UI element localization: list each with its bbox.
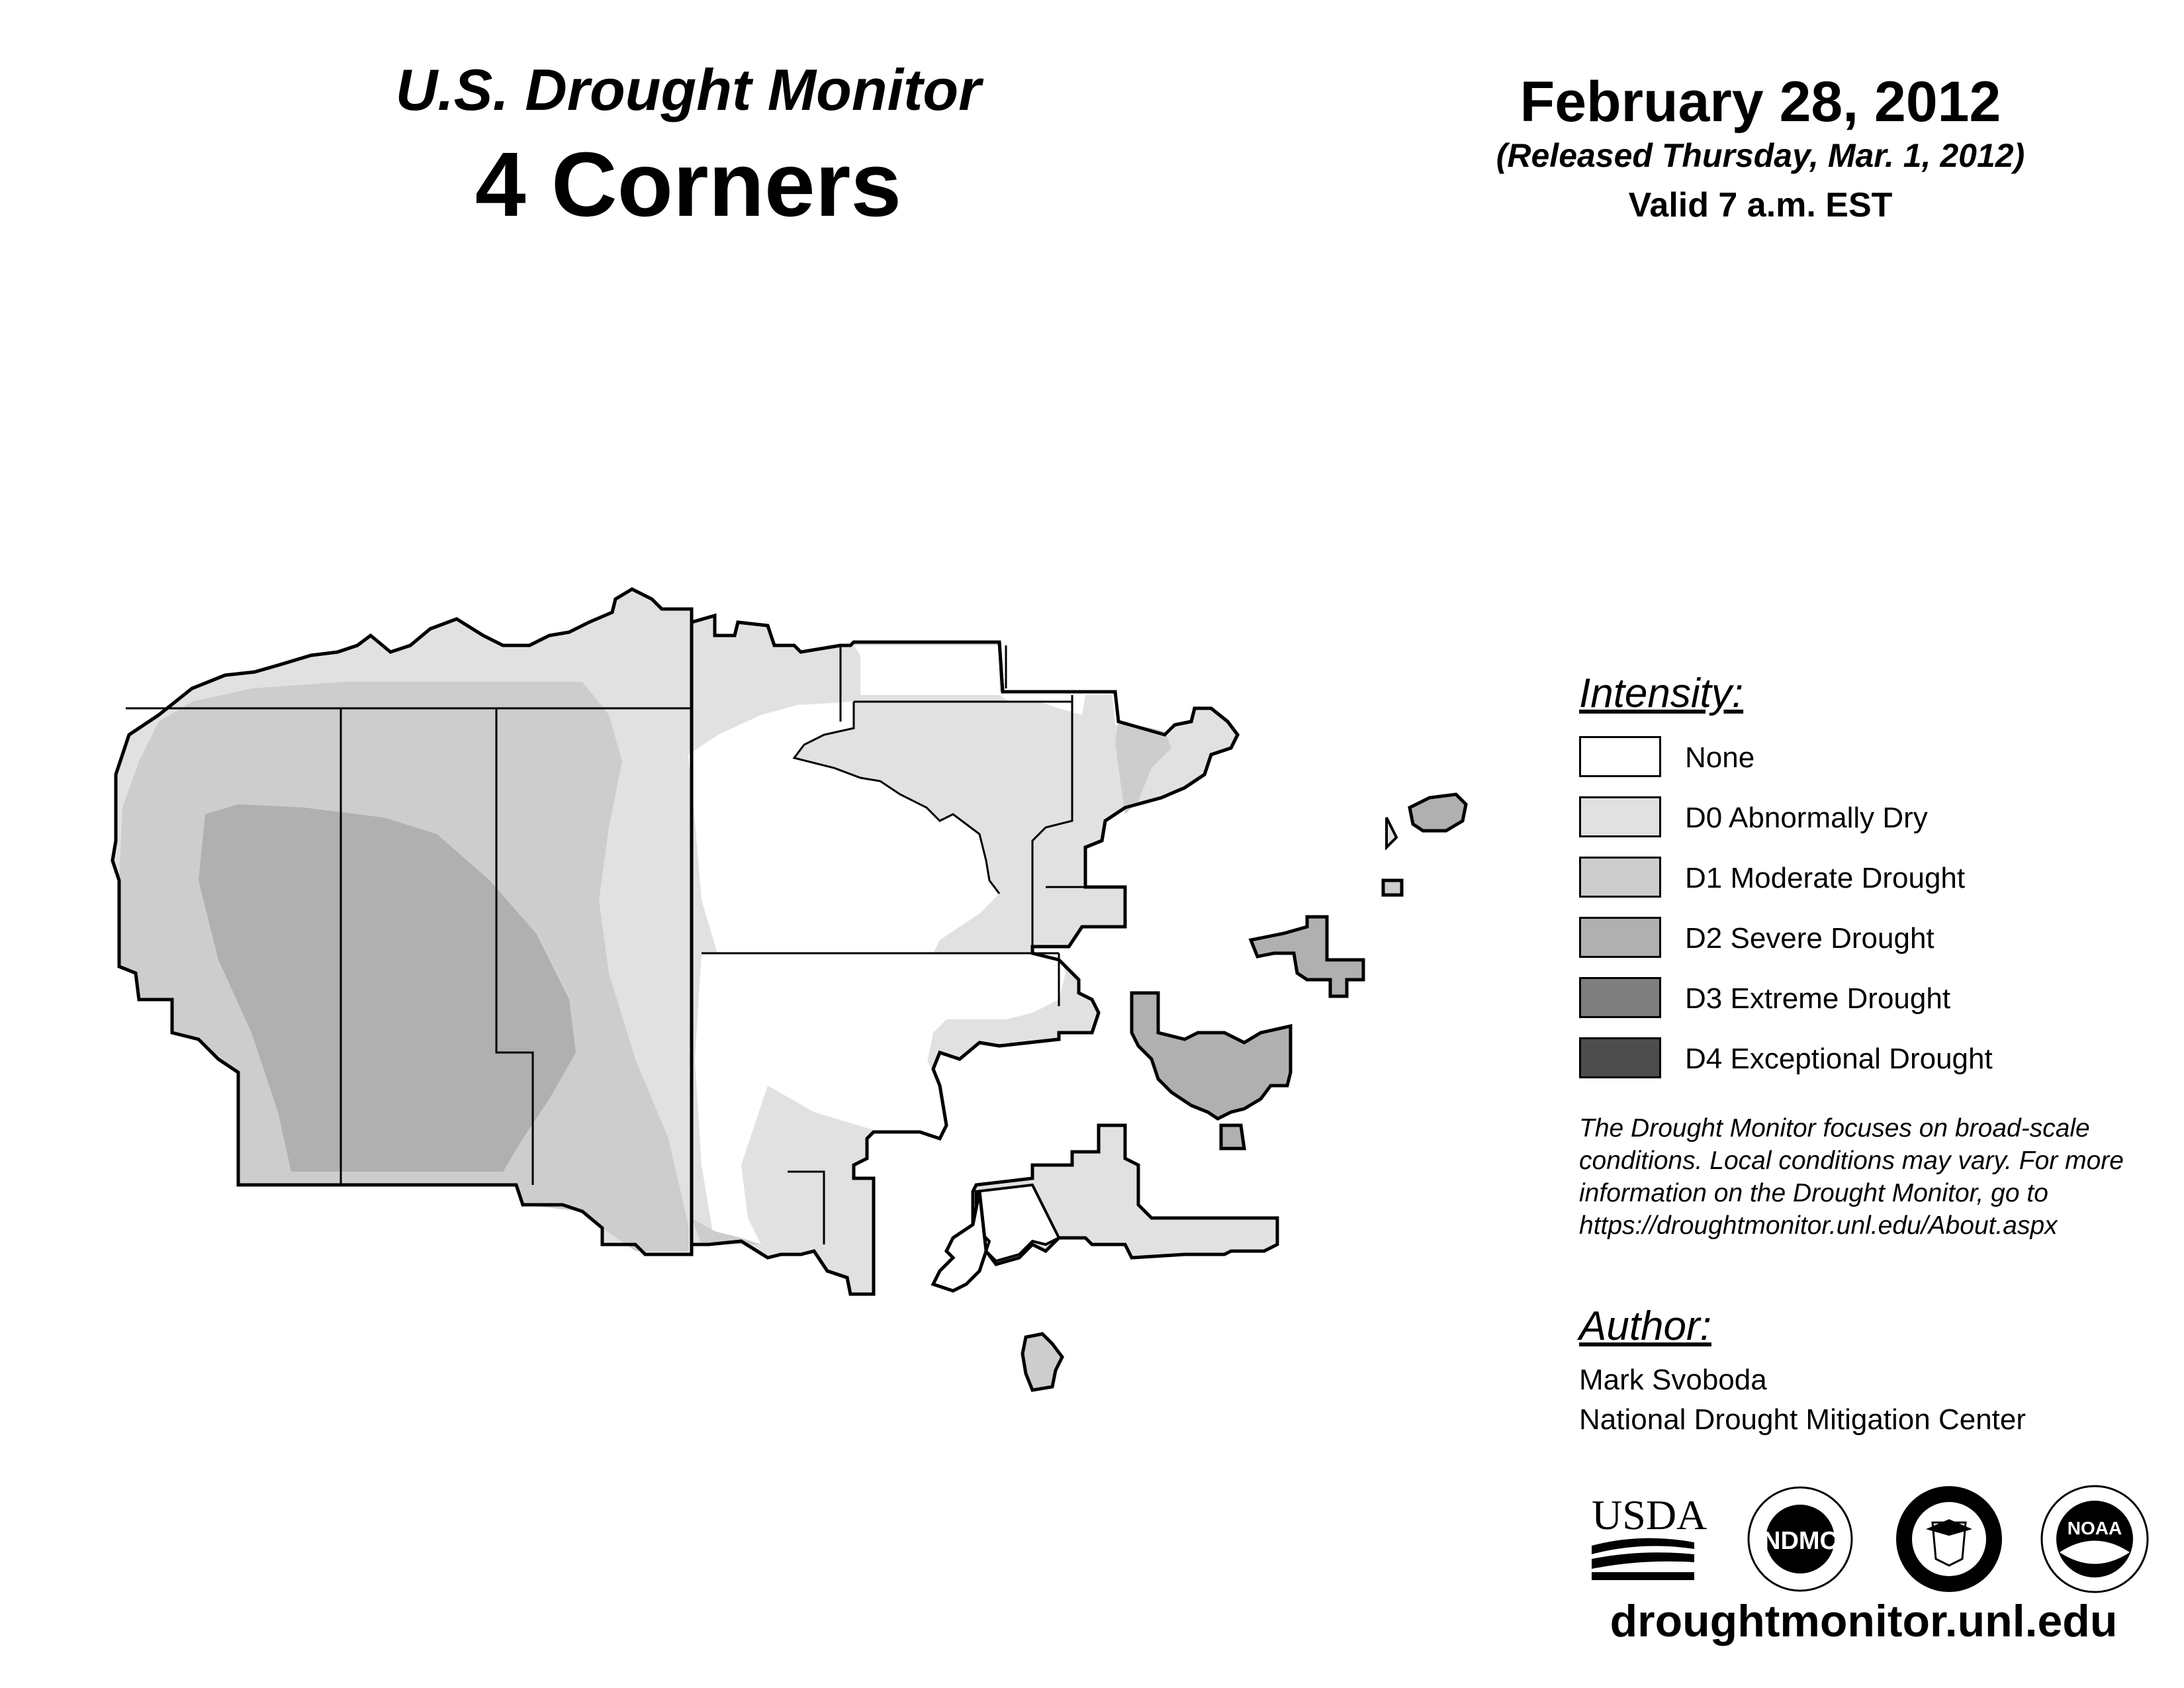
usda-logo-text: USDA bbox=[1592, 1491, 1707, 1538]
legend-label: D1 Moderate Drought bbox=[1685, 862, 1966, 894]
region-island-small bbox=[1383, 880, 1402, 895]
disclaimer-note: The Drought Monitor focuses on broad-scale conditions. Local conditions may vary. For more information on the Drought Monitor, go to https://droughtmonitor.unl.edu/About.aspx bbox=[1579, 1114, 2124, 1240]
region-sw-small bbox=[933, 1192, 986, 1291]
noaa-logo-text: NOAA bbox=[2067, 1518, 2122, 1538]
map-title: U.S. Drought Monitor bbox=[395, 57, 981, 122]
region-east-d2-islet bbox=[1221, 1125, 1244, 1149]
region-east-d2 bbox=[1132, 993, 1291, 1119]
region-island-tri bbox=[1387, 818, 1396, 847]
author-organization: National Drought Mitigation Center bbox=[1579, 1403, 2026, 1436]
release-date: (Released Thursday, Mar. 1, 2012) bbox=[1496, 137, 2025, 174]
region-bottom-islet bbox=[1023, 1334, 1062, 1390]
legend-label: D4 Exceptional Drought bbox=[1685, 1043, 1993, 1075]
legend-item-d4 bbox=[1579, 1037, 2175, 1084]
legend-item-d2 bbox=[1579, 917, 2175, 963]
ndmc-logo-text: NDMC bbox=[1762, 1527, 1838, 1555]
legend-item-d1 bbox=[1579, 857, 2175, 903]
legend-label: D0 Abnormally Dry bbox=[1685, 802, 1928, 834]
noaa-logo bbox=[2042, 1486, 2148, 1592]
legend-label: D3 Extreme Drought bbox=[1685, 982, 1951, 1015]
legend-label: None bbox=[1685, 741, 1755, 774]
legend-item-d0 bbox=[1579, 796, 2175, 843]
legend-item-d3 bbox=[1579, 977, 2175, 1023]
valid-time: Valid 7 a.m. EST bbox=[1628, 186, 1893, 224]
usda-logo bbox=[1592, 1491, 1707, 1580]
legend-swatch-d0 bbox=[1579, 796, 1661, 837]
legend-swatch-d3 bbox=[1579, 977, 1661, 1018]
legend-swatch-none bbox=[1579, 736, 1661, 777]
ndmc-logo bbox=[1749, 1487, 1852, 1591]
author-title: Author: bbox=[1579, 1303, 1711, 1349]
agency-logos bbox=[1588, 1483, 2158, 1595]
region-island-d2 bbox=[1410, 794, 1466, 831]
author-name: Mark Svoboda bbox=[1579, 1364, 1767, 1396]
legend-title: Intensity: bbox=[1579, 671, 1744, 716]
region-ne-d2 bbox=[1251, 917, 1363, 996]
legend-item-none bbox=[1579, 736, 2175, 782]
commerce-seal-logo bbox=[1896, 1486, 2002, 1592]
website-url: droughtmonitor.unl.edu bbox=[1610, 1596, 2118, 1646]
map-date: February 28, 2012 bbox=[1520, 70, 2001, 134]
legend-swatch-d4 bbox=[1579, 1037, 1661, 1078]
region-title: 4 Corners bbox=[475, 134, 902, 236]
legend-swatch-d1 bbox=[1579, 857, 1661, 898]
legend-swatch-d2 bbox=[1579, 917, 1661, 958]
legend-label: D2 Severe Drought bbox=[1685, 922, 1934, 955]
